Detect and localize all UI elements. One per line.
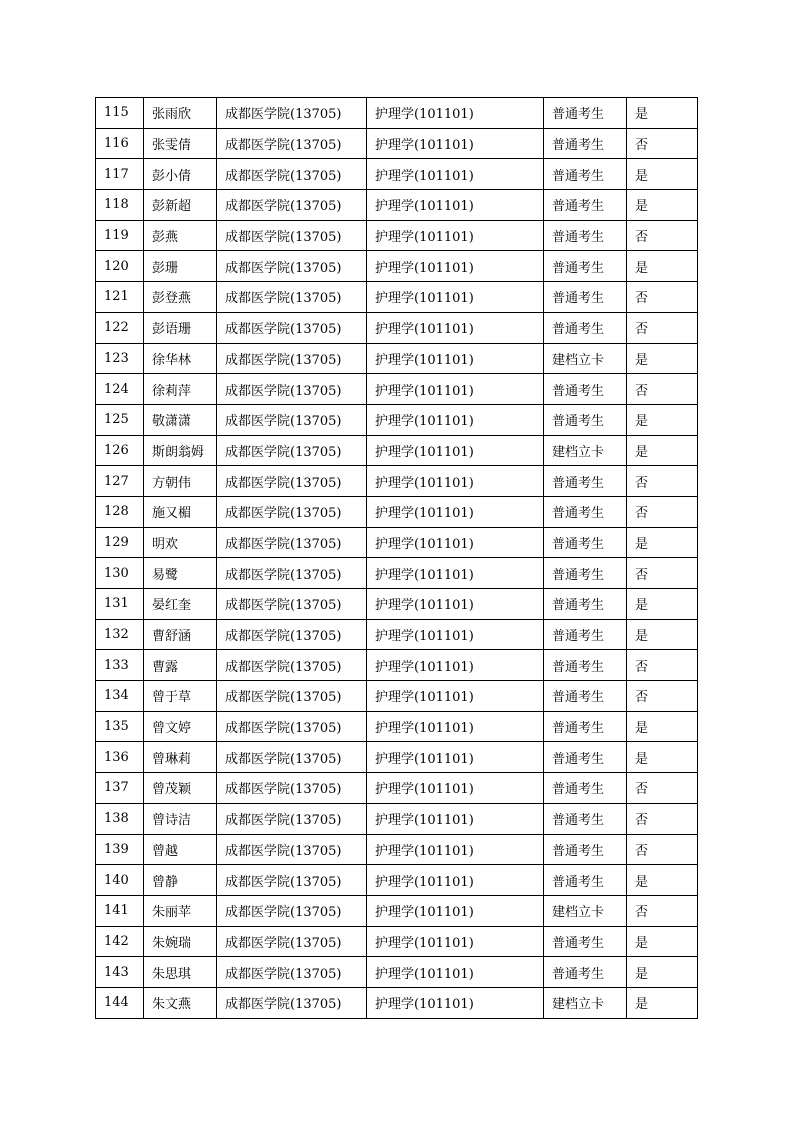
cell-school: 成都医学院(13705) xyxy=(217,711,367,742)
cell-flag: 否 xyxy=(627,128,698,159)
cell-student-name: 朱婉瑞 xyxy=(144,926,217,957)
table-row xyxy=(96,987,698,1018)
cell-candidate-type: 建档立卡 xyxy=(544,987,627,1018)
cell-major: 护理学(101101) xyxy=(367,834,544,865)
cell-school: 成都医学院(13705) xyxy=(217,957,367,988)
cell-major: 护理学(101101) xyxy=(367,98,544,129)
cell-flag: 是 xyxy=(627,865,698,896)
cell-number: 132 xyxy=(96,619,144,650)
cell-school: 成都医学院(13705) xyxy=(217,527,367,558)
cell-candidate-type: 普通考生 xyxy=(544,773,627,804)
cell-major: 护理学(101101) xyxy=(367,190,544,221)
cell-flag: 是 xyxy=(627,404,698,435)
table-row xyxy=(96,589,698,620)
cell-number: 122 xyxy=(96,312,144,343)
cell-number: 129 xyxy=(96,527,144,558)
table-row xyxy=(96,527,698,558)
cell-major: 护理学(101101) xyxy=(367,742,544,773)
cell-flag: 是 xyxy=(627,159,698,190)
cell-flag: 是 xyxy=(627,343,698,374)
cell-number: 134 xyxy=(96,681,144,712)
cell-flag: 是 xyxy=(627,251,698,282)
cell-school: 成都医学院(13705) xyxy=(217,374,367,405)
table-body xyxy=(96,98,698,1019)
cell-number: 119 xyxy=(96,220,144,251)
cell-student-name: 彭语珊 xyxy=(144,312,217,343)
cell-student-name: 朱思琪 xyxy=(144,957,217,988)
cell-school: 成都医学院(13705) xyxy=(217,312,367,343)
cell-flag: 否 xyxy=(627,895,698,926)
cell-candidate-type: 普通考生 xyxy=(544,466,627,497)
cell-number: 128 xyxy=(96,496,144,527)
table-row xyxy=(96,128,698,159)
cell-flag: 是 xyxy=(627,190,698,221)
cell-number: 142 xyxy=(96,926,144,957)
cell-flag: 否 xyxy=(627,834,698,865)
table-row xyxy=(96,834,698,865)
cell-number: 137 xyxy=(96,773,144,804)
cell-school: 成都医学院(13705) xyxy=(217,435,367,466)
table-row xyxy=(96,865,698,896)
cell-school: 成都医学院(13705) xyxy=(217,681,367,712)
table-row xyxy=(96,773,698,804)
cell-student-name: 敬潇潇 xyxy=(144,404,217,435)
cell-candidate-type: 普通考生 xyxy=(544,98,627,129)
cell-major: 护理学(101101) xyxy=(367,895,544,926)
cell-major: 护理学(101101) xyxy=(367,251,544,282)
cell-number: 135 xyxy=(96,711,144,742)
table-row xyxy=(96,803,698,834)
cell-number: 144 xyxy=(96,987,144,1018)
cell-student-name: 曹舒涵 xyxy=(144,619,217,650)
table-row xyxy=(96,282,698,313)
cell-major: 护理学(101101) xyxy=(367,558,544,589)
cell-candidate-type: 普通考生 xyxy=(544,926,627,957)
cell-major: 护理学(101101) xyxy=(367,865,544,896)
cell-major: 护理学(101101) xyxy=(367,987,544,1018)
cell-flag: 是 xyxy=(627,619,698,650)
cell-major: 护理学(101101) xyxy=(367,773,544,804)
cell-student-name: 朱文燕 xyxy=(144,987,217,1018)
cell-number: 123 xyxy=(96,343,144,374)
cell-flag: 是 xyxy=(627,435,698,466)
cell-flag: 是 xyxy=(627,711,698,742)
cell-school: 成都医学院(13705) xyxy=(217,742,367,773)
cell-candidate-type: 普通考生 xyxy=(544,711,627,742)
cell-student-name: 方朝伟 xyxy=(144,466,217,497)
cell-major: 护理学(101101) xyxy=(367,803,544,834)
table-row xyxy=(96,343,698,374)
cell-number: 133 xyxy=(96,650,144,681)
cell-candidate-type: 建档立卡 xyxy=(544,895,627,926)
table-row xyxy=(96,619,698,650)
cell-flag: 否 xyxy=(627,681,698,712)
cell-candidate-type: 普通考生 xyxy=(544,404,627,435)
table-row xyxy=(96,190,698,221)
cell-number: 118 xyxy=(96,190,144,221)
cell-student-name: 朱丽苹 xyxy=(144,895,217,926)
cell-candidate-type: 普通考生 xyxy=(544,159,627,190)
cell-number: 127 xyxy=(96,466,144,497)
table-row xyxy=(96,220,698,251)
cell-student-name: 徐华林 xyxy=(144,343,217,374)
cell-flag: 否 xyxy=(627,282,698,313)
cell-major: 护理学(101101) xyxy=(367,128,544,159)
table-row xyxy=(96,159,698,190)
cell-student-name: 曹露 xyxy=(144,650,217,681)
cell-major: 护理学(101101) xyxy=(367,926,544,957)
cell-candidate-type: 普通考生 xyxy=(544,190,627,221)
table-row xyxy=(96,251,698,282)
cell-major: 护理学(101101) xyxy=(367,159,544,190)
cell-candidate-type: 普通考生 xyxy=(544,251,627,282)
cell-major: 护理学(101101) xyxy=(367,957,544,988)
cell-major: 护理学(101101) xyxy=(367,619,544,650)
cell-school: 成都医学院(13705) xyxy=(217,220,367,251)
cell-flag: 是 xyxy=(627,926,698,957)
cell-school: 成都医学院(13705) xyxy=(217,282,367,313)
cell-candidate-type: 普通考生 xyxy=(544,865,627,896)
cell-flag: 否 xyxy=(627,220,698,251)
cell-major: 护理学(101101) xyxy=(367,711,544,742)
cell-major: 护理学(101101) xyxy=(367,650,544,681)
cell-number: 121 xyxy=(96,282,144,313)
cell-student-name: 彭新超 xyxy=(144,190,217,221)
cell-candidate-type: 普通考生 xyxy=(544,527,627,558)
cell-student-name: 曾于草 xyxy=(144,681,217,712)
cell-number: 143 xyxy=(96,957,144,988)
cell-school: 成都医学院(13705) xyxy=(217,190,367,221)
cell-number: 116 xyxy=(96,128,144,159)
cell-student-name: 曾越 xyxy=(144,834,217,865)
cell-candidate-type: 普通考生 xyxy=(544,220,627,251)
cell-number: 140 xyxy=(96,865,144,896)
cell-flag: 否 xyxy=(627,773,698,804)
cell-flag: 是 xyxy=(627,527,698,558)
cell-school: 成都医学院(13705) xyxy=(217,98,367,129)
cell-candidate-type: 普通考生 xyxy=(544,128,627,159)
cell-student-name: 曾文婷 xyxy=(144,711,217,742)
cell-major: 护理学(101101) xyxy=(367,527,544,558)
cell-candidate-type: 普通考生 xyxy=(544,589,627,620)
cell-student-name: 曾静 xyxy=(144,865,217,896)
table-row xyxy=(96,926,698,957)
cell-school: 成都医学院(13705) xyxy=(217,343,367,374)
cell-major: 护理学(101101) xyxy=(367,312,544,343)
cell-number: 120 xyxy=(96,251,144,282)
cell-flag: 否 xyxy=(627,466,698,497)
cell-student-name: 彭登燕 xyxy=(144,282,217,313)
table-row xyxy=(96,435,698,466)
cell-school: 成都医学院(13705) xyxy=(217,496,367,527)
cell-number: 130 xyxy=(96,558,144,589)
cell-major: 护理学(101101) xyxy=(367,282,544,313)
cell-student-name: 曾琳莉 xyxy=(144,742,217,773)
cell-candidate-type: 普通考生 xyxy=(544,619,627,650)
cell-flag: 否 xyxy=(627,496,698,527)
cell-candidate-type: 普通考生 xyxy=(544,558,627,589)
cell-flag: 是 xyxy=(627,98,698,129)
cell-major: 护理学(101101) xyxy=(367,404,544,435)
cell-candidate-type: 普通考生 xyxy=(544,742,627,773)
cell-number: 115 xyxy=(96,98,144,129)
cell-student-name: 彭小倩 xyxy=(144,159,217,190)
cell-school: 成都医学院(13705) xyxy=(217,619,367,650)
table-row xyxy=(96,681,698,712)
table-row xyxy=(96,558,698,589)
cell-flag: 否 xyxy=(627,650,698,681)
cell-major: 护理学(101101) xyxy=(367,220,544,251)
cell-candidate-type: 普通考生 xyxy=(544,957,627,988)
cell-school: 成都医学院(13705) xyxy=(217,895,367,926)
table-row xyxy=(96,895,698,926)
cell-student-name: 张雯倩 xyxy=(144,128,217,159)
cell-student-name: 施又楣 xyxy=(144,496,217,527)
cell-school: 成都医学院(13705) xyxy=(217,466,367,497)
cell-number: 125 xyxy=(96,404,144,435)
cell-flag: 否 xyxy=(627,374,698,405)
cell-school: 成都医学院(13705) xyxy=(217,865,367,896)
cell-candidate-type: 建档立卡 xyxy=(544,435,627,466)
table-row xyxy=(96,496,698,527)
cell-number: 136 xyxy=(96,742,144,773)
cell-school: 成都医学院(13705) xyxy=(217,803,367,834)
cell-student-name: 斯朗翁姆 xyxy=(144,435,217,466)
cell-flag: 是 xyxy=(627,987,698,1018)
cell-candidate-type: 普通考生 xyxy=(544,834,627,865)
cell-school: 成都医学院(13705) xyxy=(217,834,367,865)
cell-major: 护理学(101101) xyxy=(367,374,544,405)
cell-school: 成都医学院(13705) xyxy=(217,128,367,159)
table-row xyxy=(96,711,698,742)
cell-school: 成都医学院(13705) xyxy=(217,251,367,282)
cell-number: 126 xyxy=(96,435,144,466)
cell-school: 成都医学院(13705) xyxy=(217,159,367,190)
cell-major: 护理学(101101) xyxy=(367,589,544,620)
cell-candidate-type: 普通考生 xyxy=(544,496,627,527)
admission-list-table xyxy=(95,97,698,1019)
cell-flag: 是 xyxy=(627,589,698,620)
cell-number: 138 xyxy=(96,803,144,834)
cell-major: 护理学(101101) xyxy=(367,466,544,497)
cell-candidate-type: 普通考生 xyxy=(544,282,627,313)
cell-school: 成都医学院(13705) xyxy=(217,558,367,589)
table-row xyxy=(96,98,698,129)
cell-flag: 是 xyxy=(627,957,698,988)
cell-flag: 否 xyxy=(627,803,698,834)
cell-student-name: 彭燕 xyxy=(144,220,217,251)
cell-major: 护理学(101101) xyxy=(367,435,544,466)
cell-candidate-type: 普通考生 xyxy=(544,681,627,712)
cell-school: 成都医学院(13705) xyxy=(217,987,367,1018)
cell-candidate-type: 普通考生 xyxy=(544,374,627,405)
cell-student-name: 易鹭 xyxy=(144,558,217,589)
table-row xyxy=(96,374,698,405)
table-row xyxy=(96,650,698,681)
cell-flag: 否 xyxy=(627,558,698,589)
cell-major: 护理学(101101) xyxy=(367,496,544,527)
cell-number: 117 xyxy=(96,159,144,190)
cell-flag: 是 xyxy=(627,742,698,773)
table-row xyxy=(96,466,698,497)
table-row xyxy=(96,404,698,435)
cell-school: 成都医学院(13705) xyxy=(217,650,367,681)
cell-major: 护理学(101101) xyxy=(367,343,544,374)
cell-student-name: 曾诗洁 xyxy=(144,803,217,834)
cell-student-name: 张雨欣 xyxy=(144,98,217,129)
cell-school: 成都医学院(13705) xyxy=(217,773,367,804)
cell-number: 131 xyxy=(96,589,144,620)
cell-candidate-type: 建档立卡 xyxy=(544,343,627,374)
cell-candidate-type: 普通考生 xyxy=(544,650,627,681)
cell-number: 139 xyxy=(96,834,144,865)
cell-flag: 否 xyxy=(627,312,698,343)
cell-school: 成都医学院(13705) xyxy=(217,589,367,620)
cell-candidate-type: 普通考生 xyxy=(544,312,627,343)
table-row xyxy=(96,742,698,773)
cell-school: 成都医学院(13705) xyxy=(217,926,367,957)
cell-student-name: 彭珊 xyxy=(144,251,217,282)
cell-major: 护理学(101101) xyxy=(367,681,544,712)
cell-student-name: 晏红奎 xyxy=(144,589,217,620)
cell-number: 124 xyxy=(96,374,144,405)
cell-student-name: 曾茂颖 xyxy=(144,773,217,804)
cell-number: 141 xyxy=(96,895,144,926)
table-row xyxy=(96,957,698,988)
cell-student-name: 明欢 xyxy=(144,527,217,558)
cell-student-name: 徐莉萍 xyxy=(144,374,217,405)
cell-candidate-type: 普通考生 xyxy=(544,803,627,834)
cell-school: 成都医学院(13705) xyxy=(217,404,367,435)
table-row xyxy=(96,312,698,343)
